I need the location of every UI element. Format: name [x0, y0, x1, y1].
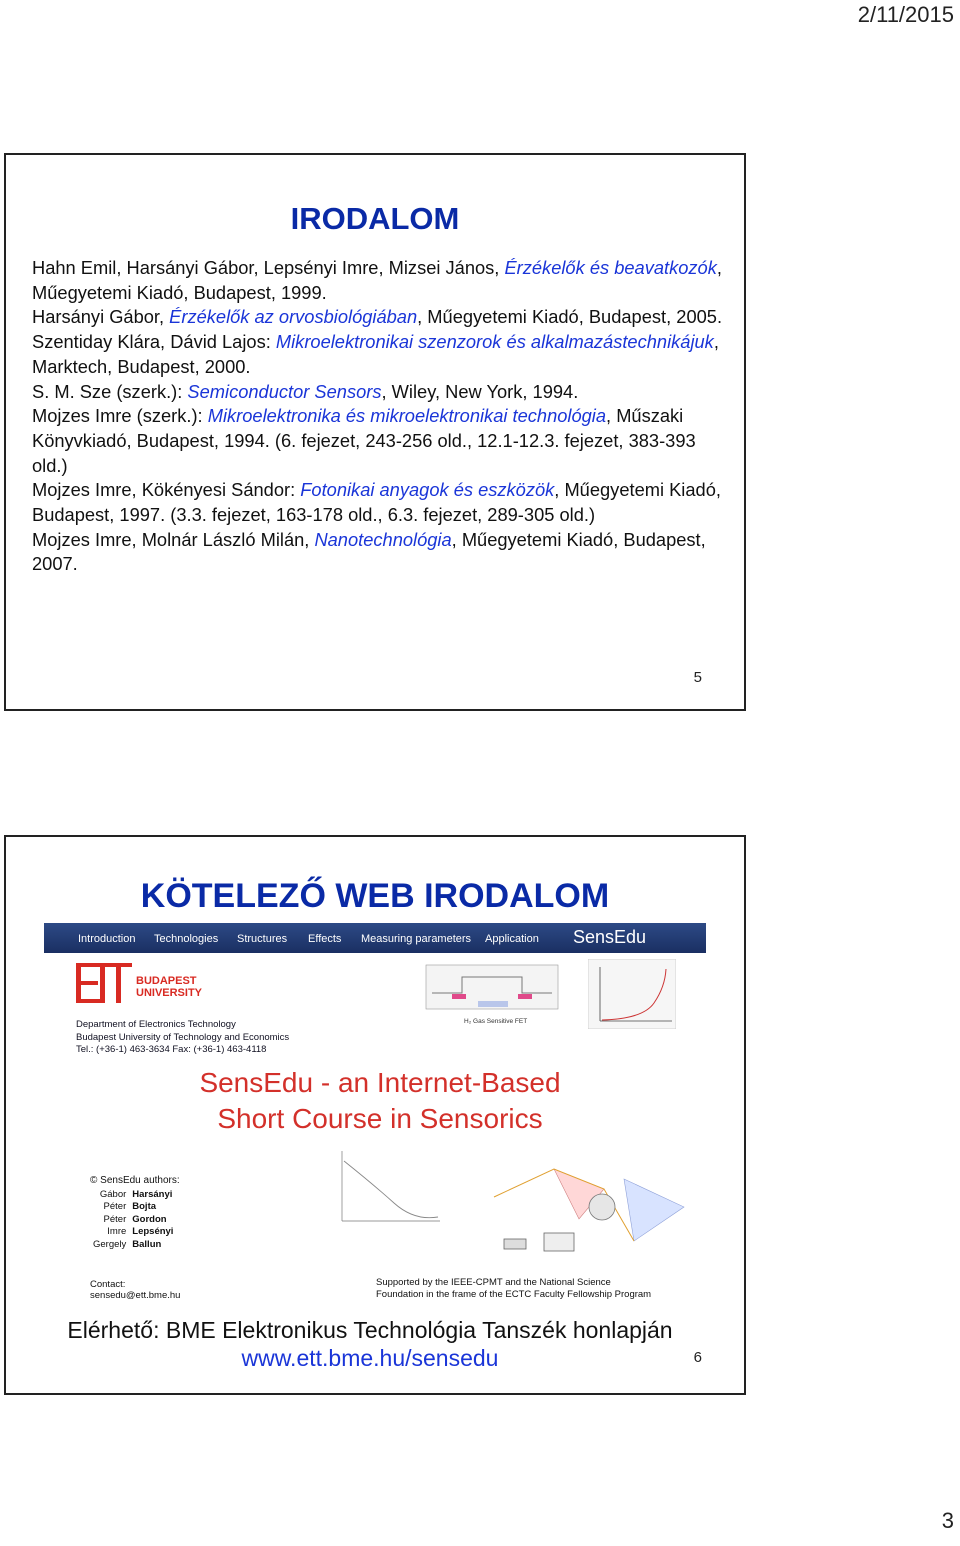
- availability-note: Elérhető: BME Elektronikus Technológia Tanszék honlapján: [67, 1317, 673, 1343]
- slide-title: IRODALOM: [290, 201, 460, 236]
- authors-heading: © SensEdu authors:: [90, 1175, 180, 1186]
- slide-6: [4, 835, 746, 1395]
- author-row: Péter Gordon: [103, 1213, 167, 1225]
- nav-item-application[interactable]: Application: [485, 933, 539, 945]
- brand-name: SensEdu: [572, 927, 646, 947]
- light-intensity-plot: [334, 1145, 444, 1227]
- author-row: Gábor Harsányi: [99, 1189, 173, 1200]
- slide-title: KÖTELEZŐ WEB IRODALOM: [140, 877, 610, 915]
- author-row: Péter Bojta: [103, 1201, 157, 1213]
- slide-5: [4, 153, 746, 711]
- nav-item-measuring-parameters[interactable]: Measuring parameters: [361, 933, 472, 945]
- reference-item: Mojzes Imre (szerk.): Mikroelektronika és mikroelektronikai technológia, Műszaki Könyvkiadó, Budapest, 1994. (6. fejezet, 243-256 old., 12.1-12.3. fejezet, 383-393 old.): [32, 405, 696, 476]
- university-name: BUDAPEST UNIVERSITY: [136, 975, 203, 999]
- slide-number: 5: [693, 669, 702, 686]
- nav-item-introduction[interactable]: Introduction: [78, 933, 136, 945]
- author-row: Gergely Ballun: [93, 1238, 162, 1250]
- reference-item: Harsányi Gábor, Érzékelők az orvosbiológiában, Műegyetemi Kiadó, Budapest, 2005.: [32, 306, 723, 328]
- authors-list: [90, 1189, 176, 1251]
- support-note: Supported by the IEEE-CPMT and the National Science Foundation in the frame of the ECTC Faculty Fellowship Program: [376, 1277, 652, 1299]
- contact-email-link[interactable]: sensedu@ett.bme.hu: [90, 1290, 181, 1299]
- department-info: Department of Electronics Technology Budapest University of Technology and Economics Tel.: (+36-1) 463-3634 Fax: (+36-1) 463-4118: [76, 1019, 290, 1055]
- sensedu-web-banner[interactable]: [44, 923, 706, 1299]
- reference-item: Mojzes Imre, Kökényesi Sándor: Fotonikai anyagok és eszközök, Műegyetemi Kiadó, Budapest, 1997. (3.3. fejezet, 163-178 old., 6.3. fejezet, 289-305 old.): [32, 479, 721, 526]
- nav-item-effects[interactable]: Effects: [308, 933, 342, 945]
- nav-item-structures[interactable]: Structures: [237, 933, 288, 945]
- gas-sensor-diagram: [422, 963, 562, 1029]
- optical-setup-diagram: [484, 1149, 694, 1261]
- reference-item: Szentiday Klára, Dávid Lajos: Mikroelektronikai szenzorok és alkalmazástechnikájuk, Marktech, Budapest, 2000.: [32, 331, 719, 377]
- reference-list: [32, 256, 724, 577]
- page-number: 3: [941, 1508, 954, 1533]
- reference-item: Hahn Emil, Harsányi Gábor, Lepsényi Imre, Mizsei János, Érzékelők és beavatkozók, Műegyetemi Kiadó, Budapest, 1999.: [32, 257, 722, 303]
- header-date: 2/11/2015: [857, 2, 954, 27]
- nav-item-technologies[interactable]: Technologies: [154, 933, 219, 945]
- author-row: Imre Lepsényi: [107, 1226, 174, 1238]
- response-graph: [588, 959, 676, 1029]
- reference-item: S. M. Sze (szerk.): Semiconductor Sensors, Wiley, New York, 1994.: [32, 380, 579, 402]
- sensedu-url-link[interactable]: www.ett.bme.hu/sensedu: [241, 1345, 499, 1371]
- slide-number: 6: [693, 1349, 702, 1366]
- contact-info: Contact: sensedu@ett.bme.hu: [90, 1279, 181, 1299]
- svg-text:H₂ Gas Sensitive FET: H₂ Gas Sensitive FET: [464, 1018, 528, 1025]
- course-title: SensEdu - an Internet-Based Short Course in Sensorics: [199, 1067, 561, 1134]
- web-nav-bar: [44, 923, 706, 953]
- reference-item: Mojzes Imre, Molnár László Milán, Nanotechnológia, Műegyetemi Kiadó, Budapest, 2007.: [32, 528, 706, 575]
